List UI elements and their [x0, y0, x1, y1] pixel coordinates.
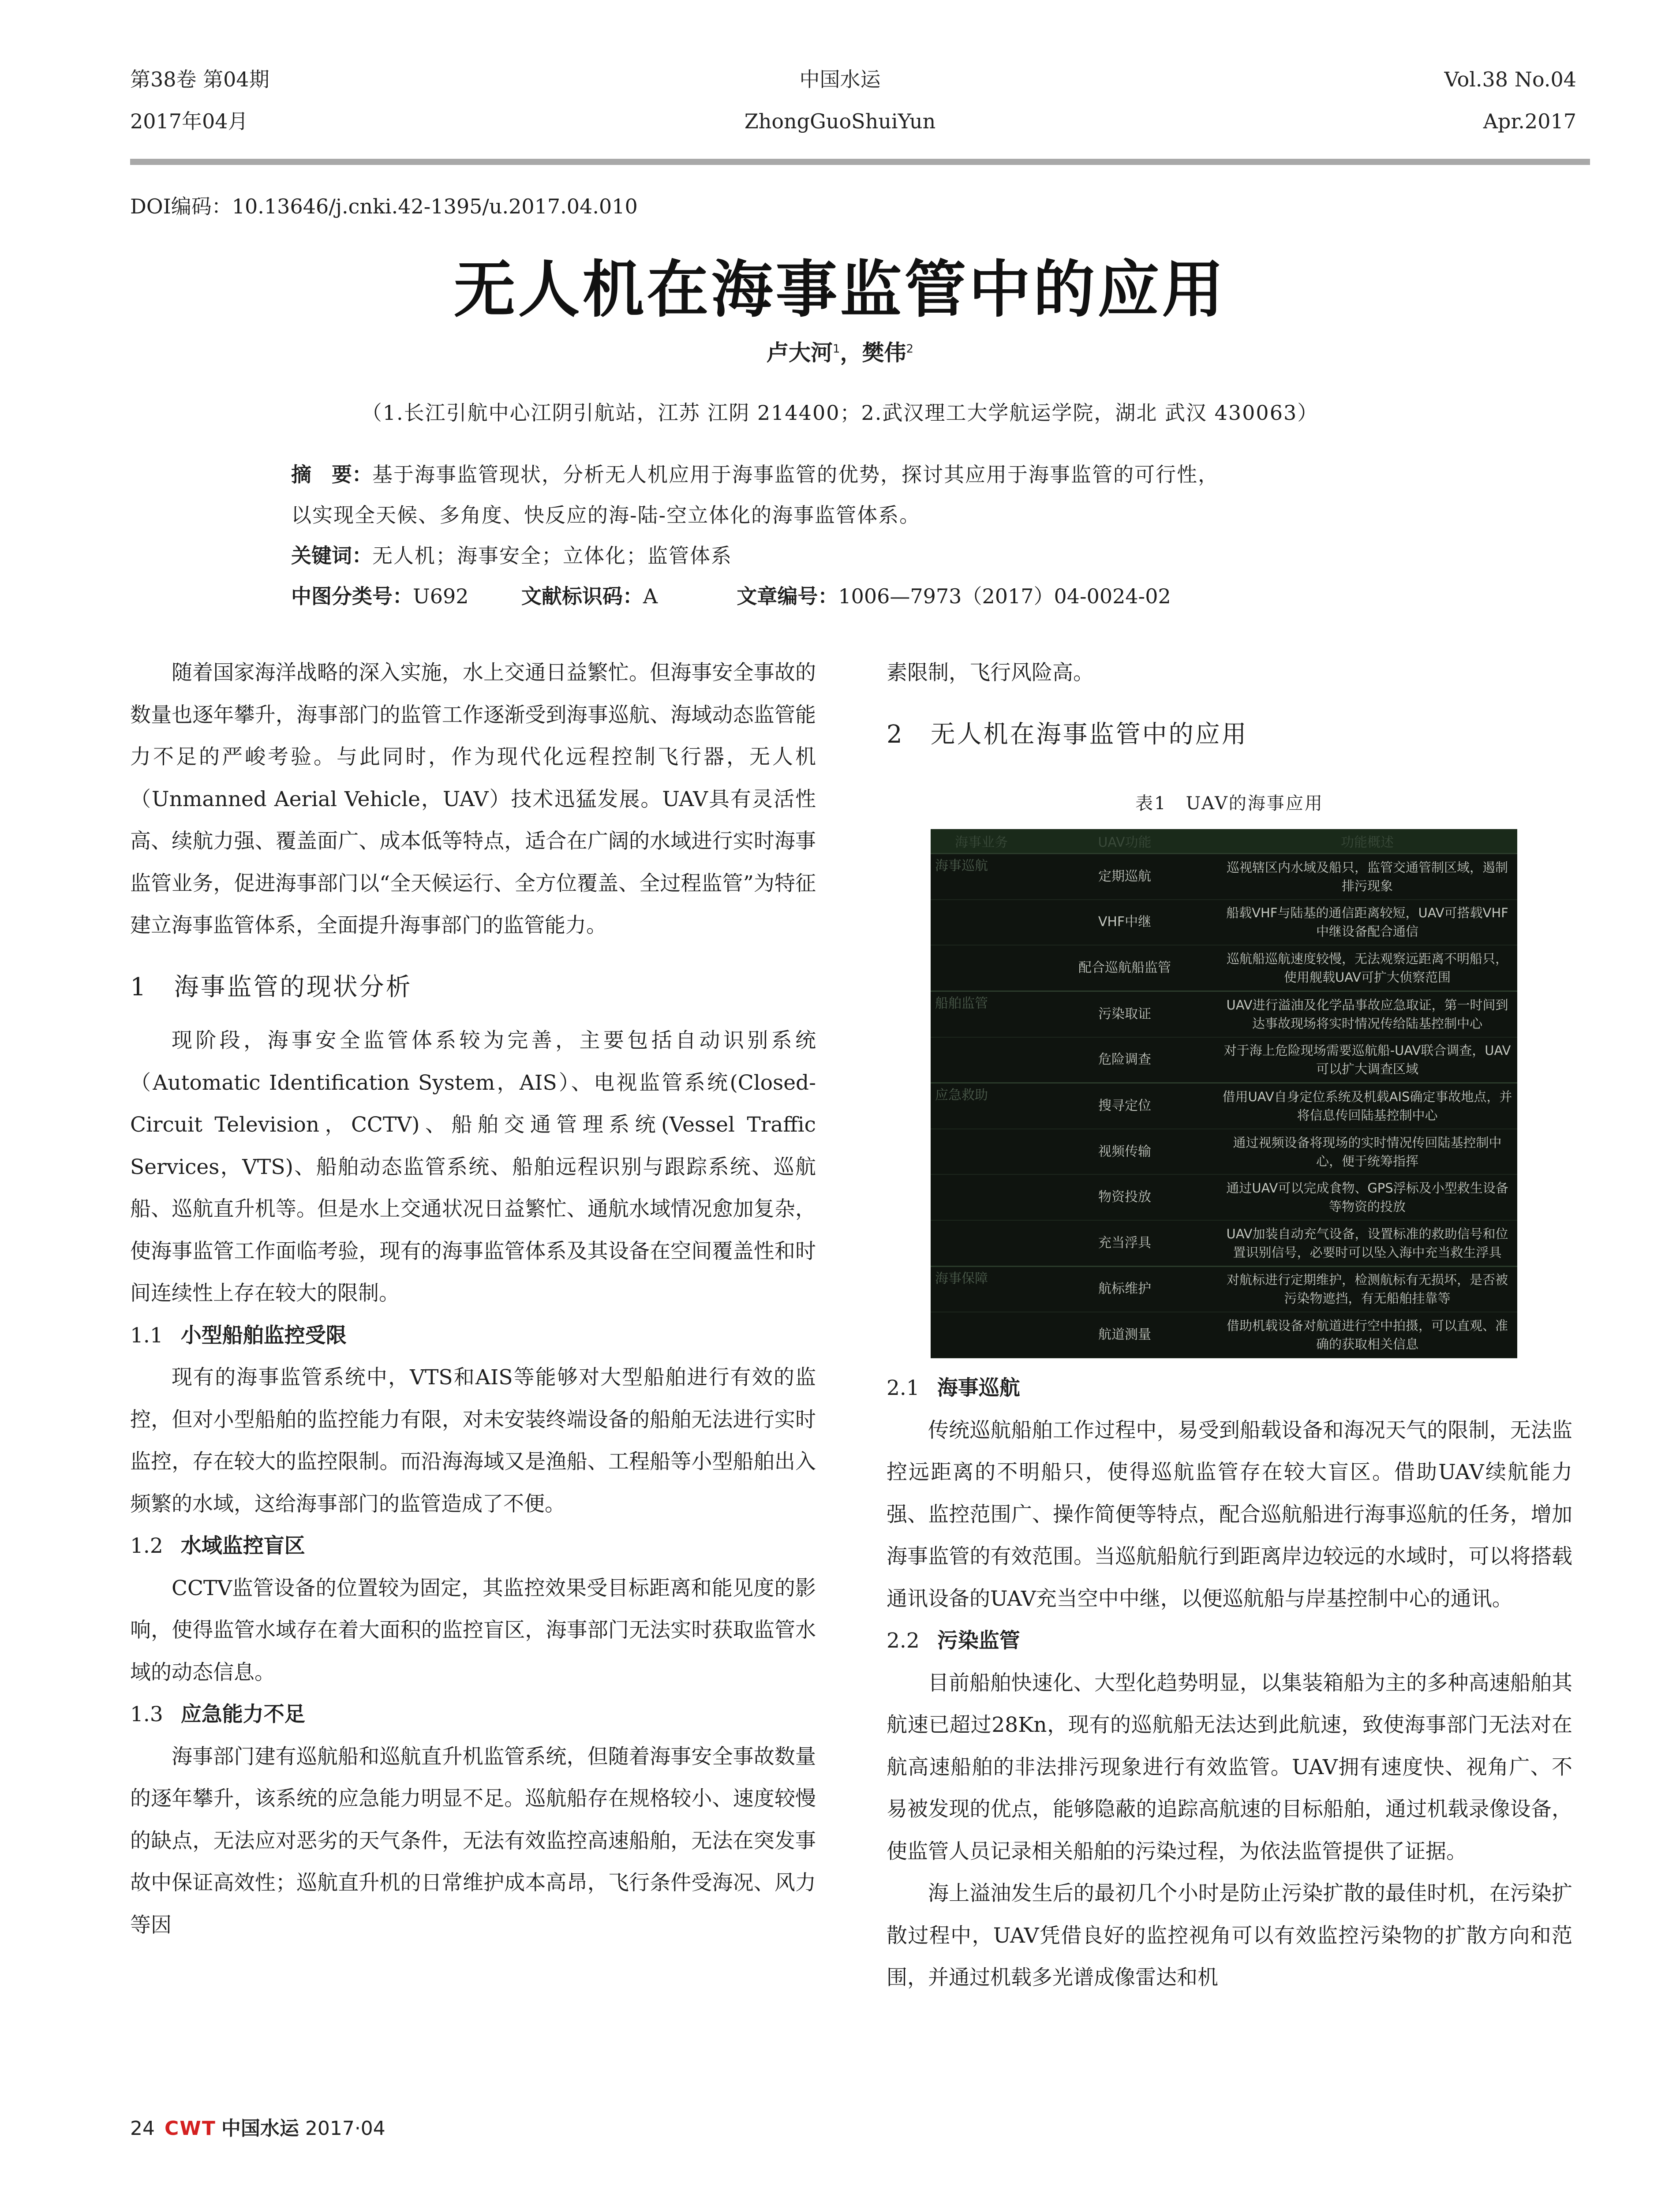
section-2-1-paragraph: 传统巡航船舶工作过程中，易受到船载设备和海况天气的限制，无法监控远距离的不明船只，使得巡航监管存在较大盲区。借助UAV续航能力强、监控范围广、操作简便等特点，配合巡航船进行海事巡航的任务，增加海事监管的有效范围。当巡航船航行到距离岸边较远的水域时，可以将搭载通讯设备的UAV充当空中中继，以便巡航船与岸基控制中心的通讯。 [887, 1418, 1572, 1611]
keywords: 无人机；海事安全；立体化；监管体系 [372, 544, 732, 568]
table-cell-task: 航标维护 [1032, 1266, 1217, 1312]
table-cell-desc: 借用UAV自身定位系统及机载AIS确定事故地点，并将信息传回陆基控制中心 [1217, 1083, 1517, 1129]
table-cell-cat [931, 1129, 1032, 1175]
section-2-2-paragraph-1: 目前船舶快速化、大型化趋势明显，以集装箱船为主的多种高速船舶其航速已超过28Kn，现有的巡航船无法达到此航速，致使海事部门无法对在航高速船舶的非法排污现象进行有效监管。UAV拥有速度快、视角广、不易被发现的优点，能够隐蔽的追踪高航速的目标船舶，通过机载录像设备，使监管人员记录相关船舶的污染过程，为依法监管提供了证据。 [887, 1671, 1572, 1864]
abstract-line-1: 基于海事监管现状，分析无人机应用于海事监管的优势，探讨其应用于海事监管的可行性， [372, 463, 1219, 486]
section-1-1-heading [130, 1315, 816, 1357]
table-row [931, 900, 1517, 946]
article-number-label: 文章编号： [737, 584, 838, 608]
table-cell-cat [931, 900, 1032, 946]
continued-text: 素限制，飞行风险高。 [887, 661, 1094, 685]
table-row [931, 991, 1517, 1037]
author-1-affil: 1 [832, 342, 840, 356]
doc-code-label: 文献标识码： [521, 584, 643, 608]
section-1-3-paragraph: 海事部门建有巡航船和巡航直升机监管系统，但随着海事安全事故数量的逐年攀升，该系统的应急能力明显不足。巡航船存在规格较小、速度较慢的缺点，无法应对恶劣的天气条件，无法有效监控高速船舶，无法在突发事故中保证高效性；巡航直升机的日常维护成本高昂，飞行条件受海况、风力等因 [130, 1744, 816, 1937]
cwt-logo: CWT [165, 2117, 216, 2140]
section-2-1-title: 海事巡航 [937, 1376, 1020, 1400]
affiliations: （1.长江引航中心江阴引航站，江苏 江阴 214400；2.武汉理工大学航运学院，湖北 武汉 430063） [361, 401, 1319, 425]
table-cell-task: 搜寻定位 [1032, 1083, 1217, 1129]
section-1-2-title: 水域监控盲区 [180, 1534, 305, 1558]
table-cell-desc: 船载VHF与陆基的通信距离较短，UAV可搭载VHF中继设备配合通信 [1217, 900, 1517, 946]
table-cell-task: 污染取证 [1032, 991, 1217, 1037]
table-caption: 表1 UAV的海事应用 [1135, 793, 1324, 814]
table-row [931, 1312, 1517, 1358]
section-2-1-heading [887, 1367, 1572, 1409]
section-2-2-paragraph-2: 海上溢油发生后的最初几个小时是防止污染扩散的最佳时机，在污染扩散过程中，UAV凭借良好的监控视角可以有效监控污染物的扩散方向和范围，并通过机载多光谱成像雷达和机 [887, 1881, 1572, 1990]
section-1-2-heading [130, 1525, 816, 1567]
header-journal-pinyin: ZhongGuoShuiYun [744, 109, 936, 133]
author-separator: ， [840, 340, 862, 366]
table-cell-task: 视频传输 [1032, 1129, 1217, 1175]
table-cell-task: VHF中继 [1032, 900, 1217, 946]
right-column-bottom [887, 1367, 1572, 1999]
table-header-cell: 功能概述 [1217, 829, 1517, 854]
intro-paragraph: 随着国家海洋战略的深入实施，水上交通日益繁忙。但海事安全事故的数量也逐年攀升，海事部门的监管工作逐渐受到海事巡航、海域动态监管能力不足的严峻考验。与此同时，作为现代化远程控制飞行器，无人机（Unmanned Aerial Vehicle，UAV）技术迅猛发展。UAV具有灵活性高、续航力强、覆盖面广、成本低等特点，适合在广阔的水域进行实时海事监管业务，促进海事部门以“全天候运行、全方位覆盖、全过程监管”为特征建立海事监管体系，全面提升海事部门的监管能力。 [130, 661, 816, 938]
section-1-1-number: 1.1 [130, 1323, 163, 1348]
footer-issue: 2017·04 [305, 2117, 385, 2140]
section-1-2-paragraph: CCTV监管设备的位置较为固定，其监控效果受目标距离和能见度的影响，使得监管水域存在着大面积的监控盲区，海事部门无法实时获取监管水域的动态信息。 [130, 1576, 816, 1685]
authors [0, 335, 1680, 367]
section-1-3-heading [130, 1693, 816, 1736]
clc-number: U692 [413, 584, 469, 608]
author-2: 樊伟 [862, 340, 906, 366]
table-cell-cat [931, 1220, 1032, 1266]
table-cell-desc: 巡视辖区内水域及船只，监管交通管制区域，遏制排污现象 [1217, 854, 1517, 900]
header-date: 2017年04月 [130, 109, 248, 133]
section-2-2-heading [887, 1620, 1572, 1662]
left-column [130, 652, 816, 1946]
section-1-1-paragraph: 现有的海事监管系统中，VTS和AIS等能够对大型船舶进行有效的监控，但对小型船舶的监控能力有限，对未安装终端设备的船舶无法进行实时监控，存在较大的监控限制。而沿海海域又是渔船、工程船等小型船舶出入频繁的水域，这给海事部门的监管造成了不便。 [130, 1365, 816, 1516]
table-row [931, 854, 1517, 900]
table-cell-desc: UAV进行溢油及化学品事故应急取证，第一时间到达事故现场将实时情况传给陆基控制中心 [1217, 991, 1517, 1037]
table-cell-desc: 通过UAV可以完成食物、GPS浮标及小型救生设备等物资的投放 [1217, 1174, 1517, 1220]
article-number: 1006—7973（2017）04-0024-02 [838, 584, 1171, 608]
abstract [291, 454, 1420, 617]
uav-table [931, 829, 1517, 1358]
table-cell-desc: 借助机载设备对航道进行空中拍摄，可以直观、准确的获取相关信息 [1217, 1312, 1517, 1358]
section-1-heading: 1 海事监管的现状分析 [130, 972, 412, 1002]
table-cell-task: 充当浮具 [1032, 1220, 1217, 1266]
abstract-label: 摘 要： [291, 463, 372, 486]
table-cell-task: 航道测量 [1032, 1312, 1217, 1358]
section-2-2-title: 污染监管 [937, 1629, 1020, 1653]
doi: DOI编码：10.13646/j.cnki.42-1395/u.2017.04.010 [130, 194, 638, 218]
table-row [931, 1266, 1517, 1312]
right-column-top [887, 652, 1572, 767]
abstract-line-2: 以实现全天候、多角度、快反应的海-陆-空立体化的海事监管体系。 [291, 503, 921, 527]
section-1-3-number: 1.3 [130, 1702, 163, 1727]
page-number: 24 [130, 2117, 155, 2140]
header-date-en: Apr.2017 [1483, 109, 1576, 133]
section-1-2-number: 1.2 [130, 1534, 163, 1558]
keywords-label: 关键词： [291, 544, 372, 568]
header-volume: 第38卷 第04期 [130, 67, 269, 91]
table-cell-task: 配合巡航船监管 [1032, 945, 1217, 991]
section-1-3-title: 应急能力不足 [180, 1702, 305, 1727]
clc-label: 中图分类号： [291, 584, 413, 608]
author-1: 卢大河 [766, 340, 833, 366]
table-cell-desc: UAV加装自动充气设备，设置标准的救助信号和位置识别信号，必要时可以坠入海中充当救生浮具 [1217, 1220, 1517, 1266]
section-1-1-title: 小型船舶监控受限 [180, 1323, 347, 1348]
table-cell-task: 定期巡航 [1032, 854, 1217, 900]
page-footer [130, 2112, 385, 2141]
table-row [931, 945, 1517, 991]
table-cell-cat: 船舶监管 [931, 991, 1032, 1037]
table-cell-cat: 海事保障 [931, 1266, 1032, 1312]
table-row [931, 1220, 1517, 1266]
table-cell-cat [931, 1312, 1032, 1358]
table-cell-cat [931, 1037, 1032, 1083]
table-cell-cat: 海事巡航 [931, 854, 1032, 900]
paper-title: 无人机在海事监管中的应用 [453, 254, 1227, 326]
doc-code: A [643, 584, 658, 608]
table-cell-desc: 对航标进行定期维护，检测航标有无损坏，是否被污染物遮挡，有无船舶挂靠等 [1217, 1266, 1517, 1312]
header-rule [130, 159, 1590, 165]
section-2-2-number: 2.2 [887, 1629, 920, 1653]
author-2-affil: 2 [906, 342, 914, 356]
header-journal-title: 中国水运 [799, 67, 881, 91]
table-cell-cat: 应急救助 [931, 1083, 1032, 1129]
table-cell-task: 物资投放 [1032, 1174, 1217, 1220]
table-cell-desc: 通过视频设备将现场的实时情况传回陆基控制中心，便于统筹指挥 [1217, 1129, 1517, 1175]
table-row [931, 1037, 1517, 1083]
section-2-heading: 2 无人机在海事监管中的应用 [887, 720, 1248, 749]
table-header-cell: UAV功能 [1032, 829, 1217, 854]
table-cell-cat [931, 1174, 1032, 1220]
table-row [931, 1129, 1517, 1175]
table-cell-desc: 对于海上危险现场需要巡航船-UAV联合调查，UAV可以扩大调查区域 [1217, 1037, 1517, 1083]
table-row [931, 1083, 1517, 1129]
header-volume-en: Vol.38 No.04 [1444, 67, 1576, 91]
section-1-paragraph: 现阶段，海事安全监管体系较为完善，主要包括自动识别系统（Automatic Identification System，AIS）、电视监管系统(Closed-Circuit Television，CCTV)、船舶交通管理系统(Vessel Traffic Services，VTS)、船舶动态监管系统、船舶远程识别与跟踪系统、巡航船、巡航直升机等。但是水上交通状况日益繁忙、通航水域情况愈加复杂，使海事监管工作面临考验，现有的海事监管体系及其设备在空间覆盖性和时间连续性上存在较大的限制。 [130, 1028, 816, 1305]
section-2-1-number: 2.1 [887, 1376, 920, 1400]
table-row [931, 1174, 1517, 1220]
table-header-row [931, 829, 1517, 854]
footer-journal: 中国水运 [221, 2117, 299, 2140]
table-cell-desc: 巡航船巡航速度较慢，无法观察远距离不明船只，使用舰载UAV可扩大侦察范围 [1217, 945, 1517, 991]
table-cell-task: 危险调查 [1032, 1037, 1217, 1083]
table-header-cell: 海事业务 [931, 829, 1032, 854]
table-cell-cat [931, 945, 1032, 991]
uav-application-table [931, 829, 1517, 1358]
